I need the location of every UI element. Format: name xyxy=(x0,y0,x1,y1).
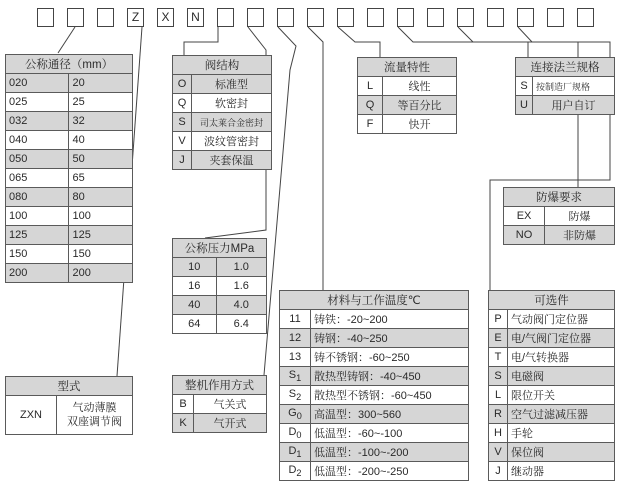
material-code: G xyxy=(288,406,297,419)
structure-code: J xyxy=(173,151,192,170)
diameter-code: 065 xyxy=(6,169,69,188)
pressure-value: 1.6 xyxy=(216,277,266,296)
pressure-table xyxy=(172,238,267,334)
material-code-sub: 2 xyxy=(296,392,302,403)
material-code-sub: 0 xyxy=(296,411,302,422)
flange-desc: 用户自订 xyxy=(533,96,615,115)
pressure-code: 16 xyxy=(173,277,217,296)
diameter-value: 50 xyxy=(69,150,133,169)
option-code: S xyxy=(489,367,508,386)
option-code: V xyxy=(489,443,508,462)
material-code: D xyxy=(288,463,297,476)
option-desc: 气动阀门定位器 xyxy=(508,310,615,329)
action-code: B xyxy=(173,395,194,414)
code-box-4: Z xyxy=(127,8,144,27)
option-desc: 电/气阀门定位器 xyxy=(508,329,615,348)
diameter-value: 40 xyxy=(69,131,133,150)
pressure-value: 4.0 xyxy=(216,296,266,315)
diameter-code: 050 xyxy=(6,150,69,169)
option-desc: 保位阀 xyxy=(508,443,615,462)
structure-desc: 夹套保温 xyxy=(192,151,272,170)
pressure-code: 40 xyxy=(173,296,217,315)
option-code: H xyxy=(489,424,508,443)
structure-code: Q xyxy=(173,94,192,113)
action-code: K xyxy=(173,414,194,433)
structure-desc: 司太莱合金密封 xyxy=(192,113,272,132)
connector-diameter xyxy=(58,27,75,53)
diameter-table xyxy=(5,54,133,283)
option-desc: 空气过滤减压器 xyxy=(508,405,615,424)
structure-desc: 软密封 xyxy=(192,94,272,113)
explosion-table xyxy=(503,187,615,245)
pressure-code: 10 xyxy=(173,258,217,277)
structure-code: S xyxy=(173,113,192,132)
material-table xyxy=(279,290,469,481)
explosion-code: NO xyxy=(504,226,545,245)
options-table xyxy=(488,290,615,481)
options-table-title: 可选件 xyxy=(489,291,615,310)
diameter-code: 025 xyxy=(6,93,69,112)
option-desc: 继动器 xyxy=(508,462,615,481)
material-desc: 低温型：-60~-100 xyxy=(311,424,469,443)
pressure-value: 1.0 xyxy=(216,258,266,277)
flow-table-title: 流量特性 xyxy=(358,58,457,77)
diameter-value: 100 xyxy=(69,207,133,226)
diameter-code: 100 xyxy=(6,207,69,226)
diameter-value: 20 xyxy=(69,74,133,93)
option-code: P xyxy=(489,310,508,329)
material-code: D xyxy=(288,425,297,438)
model-type-table xyxy=(5,376,133,435)
option-code: L xyxy=(489,386,508,405)
flow-code: Q xyxy=(358,96,383,115)
diameter-code: 200 xyxy=(6,264,69,283)
structure-code: O xyxy=(173,75,192,94)
option-code: E xyxy=(489,329,508,348)
diameter-value: 25 xyxy=(69,93,133,112)
action-mode-table xyxy=(172,375,267,433)
option-desc: 手轮 xyxy=(508,424,615,443)
diameter-code: 040 xyxy=(6,131,69,150)
option-code: T xyxy=(489,348,508,367)
diameter-table-title: 公称通径（mm） xyxy=(6,55,133,74)
material-desc: 低温型：-200~-250 xyxy=(311,462,469,481)
material-code: D xyxy=(288,444,297,457)
diameter-code: 080 xyxy=(6,188,69,207)
diameter-value: 80 xyxy=(69,188,133,207)
action-desc: 气关式 xyxy=(194,395,267,414)
structure-desc: 标准型 xyxy=(192,75,272,94)
structure-table-title: 阀结构 xyxy=(173,56,272,75)
material-desc: 散热型铸钢：-40~450 xyxy=(311,367,469,386)
flange-code: U xyxy=(516,96,533,115)
structure-table xyxy=(172,55,272,170)
option-desc: 限位开关 xyxy=(508,386,615,405)
connector-material xyxy=(308,27,323,290)
explosion-desc: 非防爆 xyxy=(545,226,615,245)
flow-desc: 快开 xyxy=(383,115,457,134)
flange-code: S xyxy=(516,77,533,96)
explosion-table-title: 防爆要求 xyxy=(504,188,615,207)
pressure-code: 64 xyxy=(173,315,217,334)
code-box-5: X xyxy=(157,8,174,27)
diameter-value: 125 xyxy=(69,226,133,245)
flow-code: F xyxy=(358,115,383,134)
pressure-table-title: 公称压力MPa xyxy=(173,239,267,258)
material-table-title: 材料与工作温度℃ xyxy=(280,291,469,310)
model-type-title: 型式 xyxy=(6,377,133,396)
flow-code: L xyxy=(358,77,383,96)
material-code: 12 xyxy=(288,332,302,344)
material-code: S xyxy=(288,387,297,400)
structure-desc: 波纹管密封 xyxy=(192,132,272,151)
material-desc: 高温型：300~560 xyxy=(311,405,469,424)
option-code: J xyxy=(489,462,508,481)
action-desc: 气开式 xyxy=(194,414,267,433)
code-box-6: N xyxy=(187,8,204,27)
material-code-sub: 1 xyxy=(296,449,302,460)
option-code: R xyxy=(489,405,508,424)
connector-flow xyxy=(338,27,380,57)
material-code-sub: 0 xyxy=(296,430,302,441)
material-code-sub: 2 xyxy=(296,468,302,479)
diameter-value: 200 xyxy=(69,264,133,283)
explosion-code: EX xyxy=(504,207,545,226)
diameter-code: 150 xyxy=(6,245,69,264)
material-desc: 铸钢：-40~250 xyxy=(311,329,469,348)
diameter-code: 020 xyxy=(6,74,69,93)
flow-desc: 线性 xyxy=(383,77,457,96)
structure-code: V xyxy=(173,132,192,151)
diameter-code: 125 xyxy=(6,226,69,245)
explosion-desc: 防爆 xyxy=(545,207,615,226)
diameter-code: 032 xyxy=(6,112,69,131)
material-desc: 低温型：-100~-200 xyxy=(311,443,469,462)
material-code: S xyxy=(288,368,297,381)
flange-table xyxy=(515,57,615,115)
flange-table-title: 连接法兰规格 xyxy=(516,58,615,77)
flow-table xyxy=(357,57,457,134)
diameter-value: 150 xyxy=(69,245,133,264)
model-type-desc-line2: 双座调节阀 xyxy=(67,416,122,428)
material-desc: 铸不锈钢：-60~250 xyxy=(311,348,469,367)
model-type-code: ZXN xyxy=(6,396,57,435)
flange-desc: 按制造厂规格 xyxy=(533,77,615,96)
option-desc: 电磁阀 xyxy=(508,367,615,386)
action-mode-title: 整机作用方式 xyxy=(173,376,267,395)
connector-structure xyxy=(184,27,218,55)
flow-desc: 等百分比 xyxy=(383,96,457,115)
pressure-value: 6.4 xyxy=(216,315,266,334)
material-code: 11 xyxy=(289,313,301,325)
option-desc: 电/气转换器 xyxy=(508,348,615,367)
model-type-desc-line1: 气动薄膜 xyxy=(72,402,117,414)
material-desc: 散热型不锈钢：-60~450 xyxy=(311,386,469,405)
material-code-sub: 1 xyxy=(296,373,302,384)
diameter-value: 32 xyxy=(69,112,133,131)
material-code: 13 xyxy=(288,351,302,363)
diameter-value: 65 xyxy=(69,169,133,188)
material-desc: 铸铁：-20~200 xyxy=(311,310,469,329)
